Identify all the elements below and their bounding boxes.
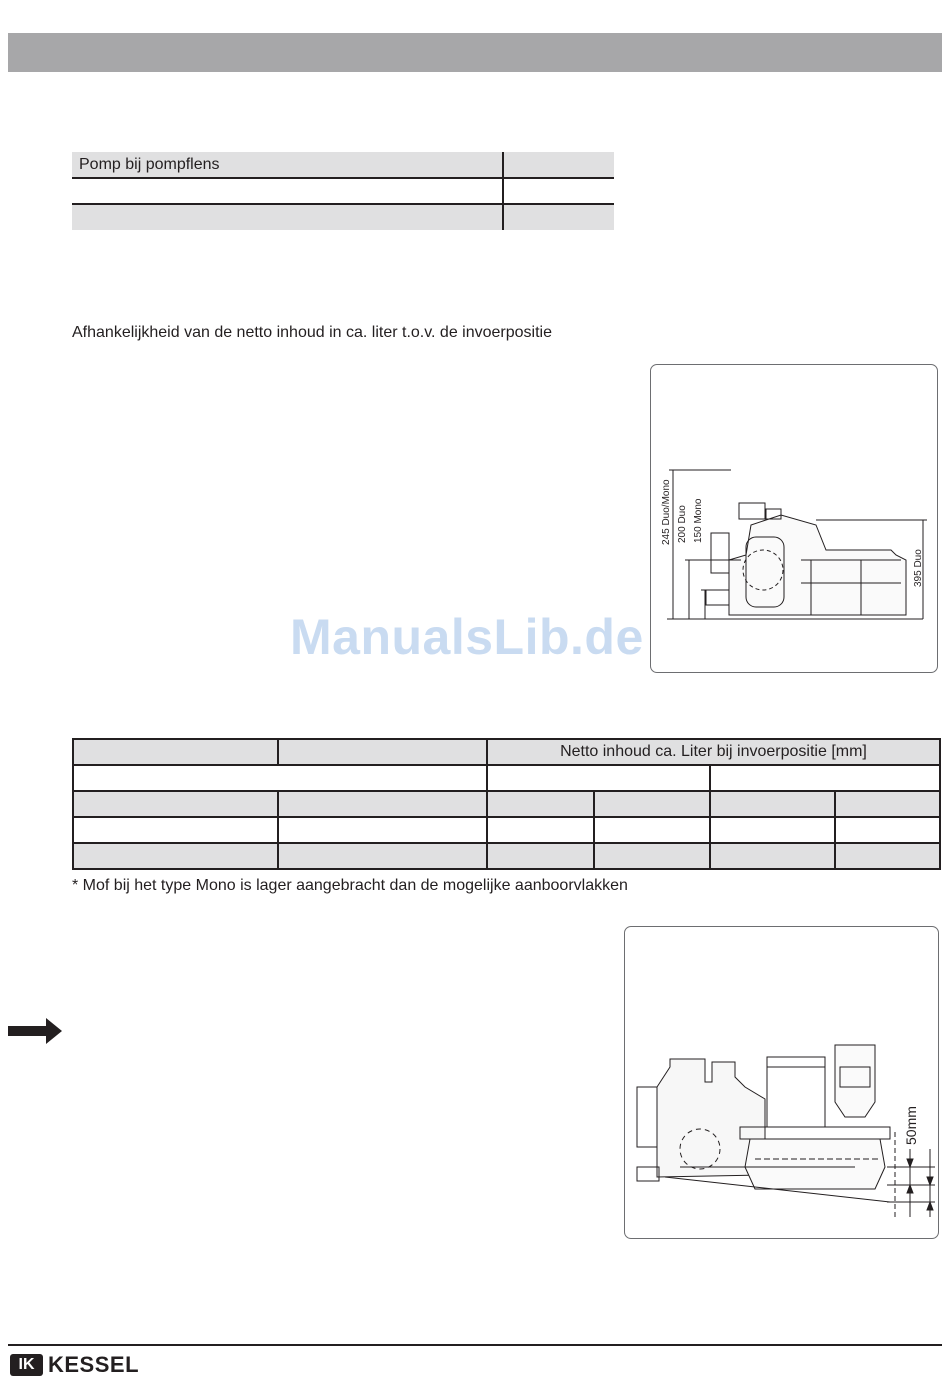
dim-label-200: 200 Duo — [677, 505, 688, 543]
table-cell — [710, 817, 835, 843]
table-cell — [487, 791, 594, 817]
table-row — [73, 843, 940, 869]
pump-table — [72, 152, 614, 230]
table-cell — [710, 765, 940, 791]
arrow-right-icon — [8, 1016, 64, 1046]
dim-label-395: 395 Duo — [913, 549, 924, 587]
table-cell — [278, 791, 486, 817]
footnote: * Mof bij het type Mono is lager aangebracht dan de mogelijke aanboorvlakken — [72, 877, 628, 894]
table-cell — [710, 843, 835, 869]
pump-label-cell — [72, 178, 503, 204]
logo-mark-icon: IK — [10, 1354, 43, 1376]
pump-label-cell — [72, 204, 503, 230]
dim-label-150: 150 Mono — [693, 498, 704, 543]
table-cell — [835, 817, 940, 843]
table-cell — [594, 791, 711, 817]
table-row — [72, 152, 614, 178]
table-cell — [73, 817, 278, 843]
pump-value-cell — [503, 152, 614, 178]
kessel-logo — [10, 1352, 139, 1378]
pump-value-cell — [503, 178, 614, 204]
table-row — [73, 739, 940, 765]
table-cell — [73, 739, 278, 765]
dim-label-245: 245 Duo/Mono — [661, 479, 672, 545]
netto-header-cell: Netto inhoud ca. Liter bij invoerpositie [mm] — [487, 739, 940, 765]
table-row — [72, 178, 614, 204]
table-cell — [835, 843, 940, 869]
table-cell — [73, 765, 487, 791]
table-cell — [710, 791, 835, 817]
table-cell — [835, 791, 940, 817]
table-cell — [594, 817, 711, 843]
netto-volume-table — [72, 738, 941, 870]
table-cell — [487, 765, 711, 791]
table-cell — [487, 817, 594, 843]
table-row — [73, 765, 940, 791]
table-cell — [73, 843, 278, 869]
table-row — [73, 791, 940, 817]
tank-dimension-figure — [650, 364, 938, 673]
tank-drawing — [651, 365, 939, 674]
dim-label-50mm: 50mm — [903, 1106, 919, 1145]
table-cell — [594, 843, 711, 869]
header-bar — [8, 33, 942, 72]
pump-detail-figure — [624, 926, 939, 1239]
pump-drawing — [625, 927, 940, 1240]
section-caption: Afhankelijkheid van de netto inhoud in ca. liter t.o.v. de invoerpositie — [72, 324, 552, 341]
table-row — [72, 204, 614, 230]
table-cell — [278, 739, 486, 765]
table-cell — [73, 791, 278, 817]
table-row — [73, 817, 940, 843]
footer-divider — [8, 1344, 942, 1346]
watermark: ManualsLib.de — [290, 609, 644, 665]
table-cell — [278, 843, 486, 869]
pump-label-cell: Pomp bij pompflens — [72, 152, 503, 178]
pump-value-cell — [503, 204, 614, 230]
table-cell — [278, 817, 486, 843]
table-cell — [487, 843, 594, 869]
brand-name: KESSEL — [48, 1352, 140, 1377]
